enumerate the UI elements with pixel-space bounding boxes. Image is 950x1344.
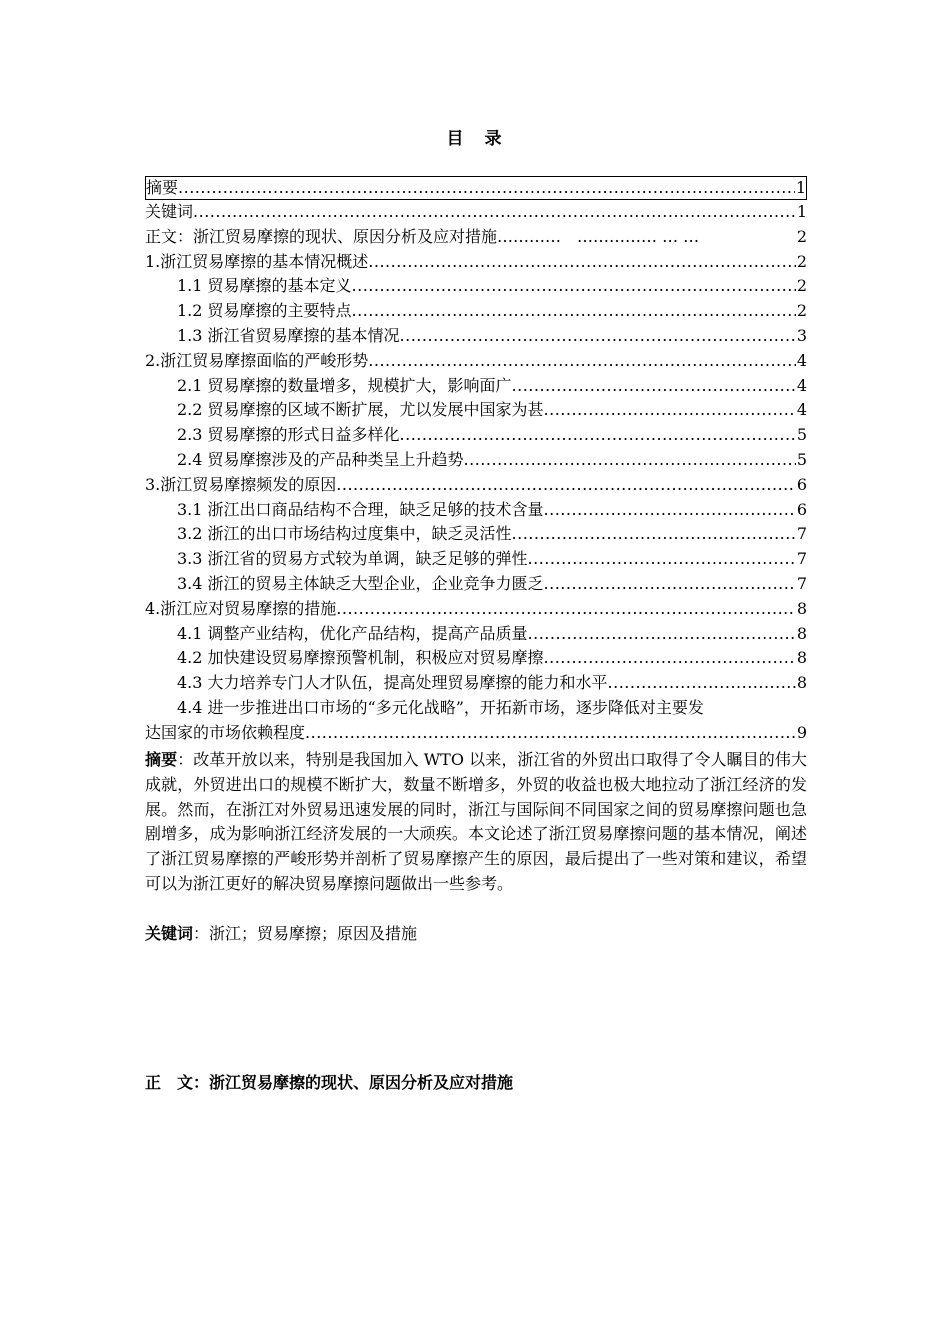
toc-entry-page: 2 xyxy=(796,276,807,296)
toc-entry[interactable] xyxy=(145,522,807,547)
toc-leader-dots xyxy=(544,398,796,423)
toc-leader-dots xyxy=(368,250,796,275)
toc-entry-page: 7 xyxy=(796,573,807,593)
toc-leader-dots xyxy=(178,177,795,199)
toc-entry-page: 4 xyxy=(796,400,807,420)
toc-leader-dots xyxy=(193,200,796,225)
toc-entry[interactable] xyxy=(145,274,807,299)
toc-entry[interactable] xyxy=(145,696,807,746)
toc-entry-page: 2 xyxy=(796,301,807,321)
toc-entry[interactable] xyxy=(145,299,807,324)
toc-entry-label: 2.浙江贸易摩擦面临的严峻形势 xyxy=(145,350,369,370)
toc-entry-page: 5 xyxy=(796,425,807,445)
toc-entry-label: 2.3 贸易摩擦的形式日益多样化 xyxy=(177,425,400,445)
abstract-sep: ： xyxy=(177,750,194,769)
abstract-paragraph xyxy=(145,748,807,897)
keywords-text: 浙江；贸易摩擦；原因及措施 xyxy=(209,924,418,943)
toc-leader-dots xyxy=(352,274,796,299)
toc-entry[interactable] xyxy=(145,498,807,523)
abstract-text: 改革开放以来，特别是我国加入 WTO 以来，浙江省的外贸出口取得了令人瞩目的伟大成就，外贸进出口的规模不断扩大，数量不断增多，外贸的收益也极大地拉动了浙江经济的发展。然而，在浙江对外贸易迅速发展的同时，浙江与国际间不同国家之间的贸易摩擦问题也急剧增多，成为影响浙江经济发展的一大顽疾。本文论述了浙江贸易摩擦问题的基本情况，阐述了浙江贸易摩擦的严峻形势并剖析了贸易摩擦产生的原因，最后提出了一些对策和建议，希望可以为浙江更好的解决贸易摩擦问题做出一些参考。 xyxy=(145,750,807,893)
toc-entry-label: 4.2 加快建设贸易摩擦预警机制，积极应对贸易摩擦 xyxy=(177,648,544,668)
keywords-sep: ： xyxy=(193,924,210,943)
toc-leader-dots xyxy=(336,473,796,498)
toc-entry-label: 4.1 调整产业结构，优化产品结构，提高产品质量 xyxy=(177,623,528,643)
toc-title: 目 录 xyxy=(446,129,504,149)
toc-leader-dots xyxy=(544,646,796,671)
toc-entry-label: 2.2 贸易摩擦的区域不断扩展，尤以发展中国家为甚 xyxy=(177,400,544,420)
toc-entry-page: 8 xyxy=(796,623,807,643)
toc-leader-dots xyxy=(400,324,796,349)
toc-entry-label: 3.4 浙江的贸易主体缺乏大型企业，企业竞争力匮乏 xyxy=(177,573,544,593)
toc-entry-page: 8 xyxy=(796,598,807,618)
keywords-label: 关键词 xyxy=(145,924,194,943)
toc-entry-page: 7 xyxy=(796,524,807,544)
table-of-contents xyxy=(145,176,807,746)
toc-entry-page: 1 xyxy=(796,202,807,221)
toc-entry[interactable] xyxy=(145,448,807,473)
toc-entry-label: 2.1 贸易摩擦的数量增多，规模扩大，影响面广 xyxy=(177,375,512,395)
toc-entry-page: 8 xyxy=(796,648,807,668)
toc-entry[interactable] xyxy=(145,646,807,671)
toc-entry-page: 7 xyxy=(796,549,807,569)
toc-leader-dots xyxy=(528,622,796,647)
toc-entry[interactable] xyxy=(145,547,807,572)
toc-entry-label: 1.2 贸易摩擦的主要特点 xyxy=(177,301,352,321)
toc-entry-label: 1.1 贸易摩擦的基本定义 xyxy=(177,276,352,296)
toc-leader-dots xyxy=(512,374,796,399)
toc-entry-label: 正文：浙江贸易摩擦的现状、原因分析及应对措施………… …………… … … xyxy=(145,226,700,246)
toc-entry-label: 4.3 大力培养专门人才队伍，提高处理贸易摩擦的能力和水平 xyxy=(177,673,608,693)
toc-leader-dots xyxy=(528,547,796,572)
toc-entry[interactable] xyxy=(145,597,807,622)
toc-leader-dots xyxy=(464,448,796,473)
toc-entry-label-cont: 达国家的市场依赖程度 xyxy=(145,722,306,742)
toc-entry-page: 5 xyxy=(796,449,807,469)
toc-entry[interactable] xyxy=(145,176,807,200)
toc-entry-label: 关键词 xyxy=(145,202,194,221)
toc-entry-label: 3.1 浙江出口商品结构不合理，缺乏足够的技术含量 xyxy=(177,499,544,519)
toc-leader-dots xyxy=(305,721,796,746)
toc-entry[interactable] xyxy=(145,572,807,597)
toc-entry-page: 3 xyxy=(796,325,807,345)
toc-leader-dots xyxy=(544,498,796,523)
toc-entry-page: 6 xyxy=(796,499,807,519)
toc-entry[interactable] xyxy=(145,374,807,399)
toc-entry[interactable] xyxy=(145,398,807,423)
toc-entry[interactable] xyxy=(145,225,807,250)
toc-leader-dots xyxy=(352,299,796,324)
toc-entry-page: 4 xyxy=(796,350,807,370)
toc-entry-page: 4 xyxy=(796,375,807,395)
toc-entry[interactable] xyxy=(145,622,807,647)
keywords-paragraph xyxy=(145,922,807,947)
toc-entry-label: 2.4 贸易摩擦涉及的产品种类呈上升趋势 xyxy=(177,449,464,469)
toc-entry-label: 摘要 xyxy=(146,178,179,197)
toc-entry[interactable] xyxy=(145,349,807,374)
toc-entry-label: 1.3 浙江省贸易摩擦的基本情况 xyxy=(177,325,400,345)
toc-entry-page: 2 xyxy=(796,226,807,246)
toc-leader-dots xyxy=(336,597,796,622)
body-heading: 正 文：浙江贸易摩擦的现状、原因分析及应对措施 xyxy=(145,1073,514,1092)
toc-entry-label: 3.浙江贸易摩擦频发的原因 xyxy=(145,474,337,494)
toc-entry[interactable] xyxy=(145,473,807,498)
toc-entry[interactable] xyxy=(145,324,807,349)
toc-leader-dots xyxy=(608,671,796,696)
toc-entry-page: 2 xyxy=(796,251,807,271)
toc-entry-page: 8 xyxy=(796,673,807,693)
toc-entry[interactable] xyxy=(145,423,807,448)
abstract-label: 摘要 xyxy=(145,750,178,769)
toc-leader-dots xyxy=(512,522,796,547)
toc-entry-page: 9 xyxy=(796,722,807,742)
toc-entry[interactable] xyxy=(145,200,807,225)
toc-entry-page: 1 xyxy=(795,178,806,197)
toc-leader-dots xyxy=(400,423,796,448)
toc-leader-dots xyxy=(368,349,796,374)
toc-entry-label: 3.2 浙江的出口市场结构过度集中，缺乏灵活性 xyxy=(177,524,512,544)
toc-entry-label: 4.浙江应对贸易摩擦的措施 xyxy=(145,598,337,618)
toc-entry[interactable] xyxy=(145,671,807,696)
toc-entry-label: 4.4 进一步推进出口市场的“多元化战略”，开拓新市场，逐步降低对主要发 xyxy=(177,697,704,717)
toc-entry[interactable] xyxy=(145,250,807,275)
toc-leader-dots xyxy=(544,572,796,597)
toc-entry-page: 6 xyxy=(796,474,807,494)
toc-entry-label: 3.3 浙江省的贸易方式较为单调，缺乏足够的弹性 xyxy=(177,549,528,569)
toc-entry-label: 1.浙江贸易摩擦的基本情况概述 xyxy=(145,251,369,271)
